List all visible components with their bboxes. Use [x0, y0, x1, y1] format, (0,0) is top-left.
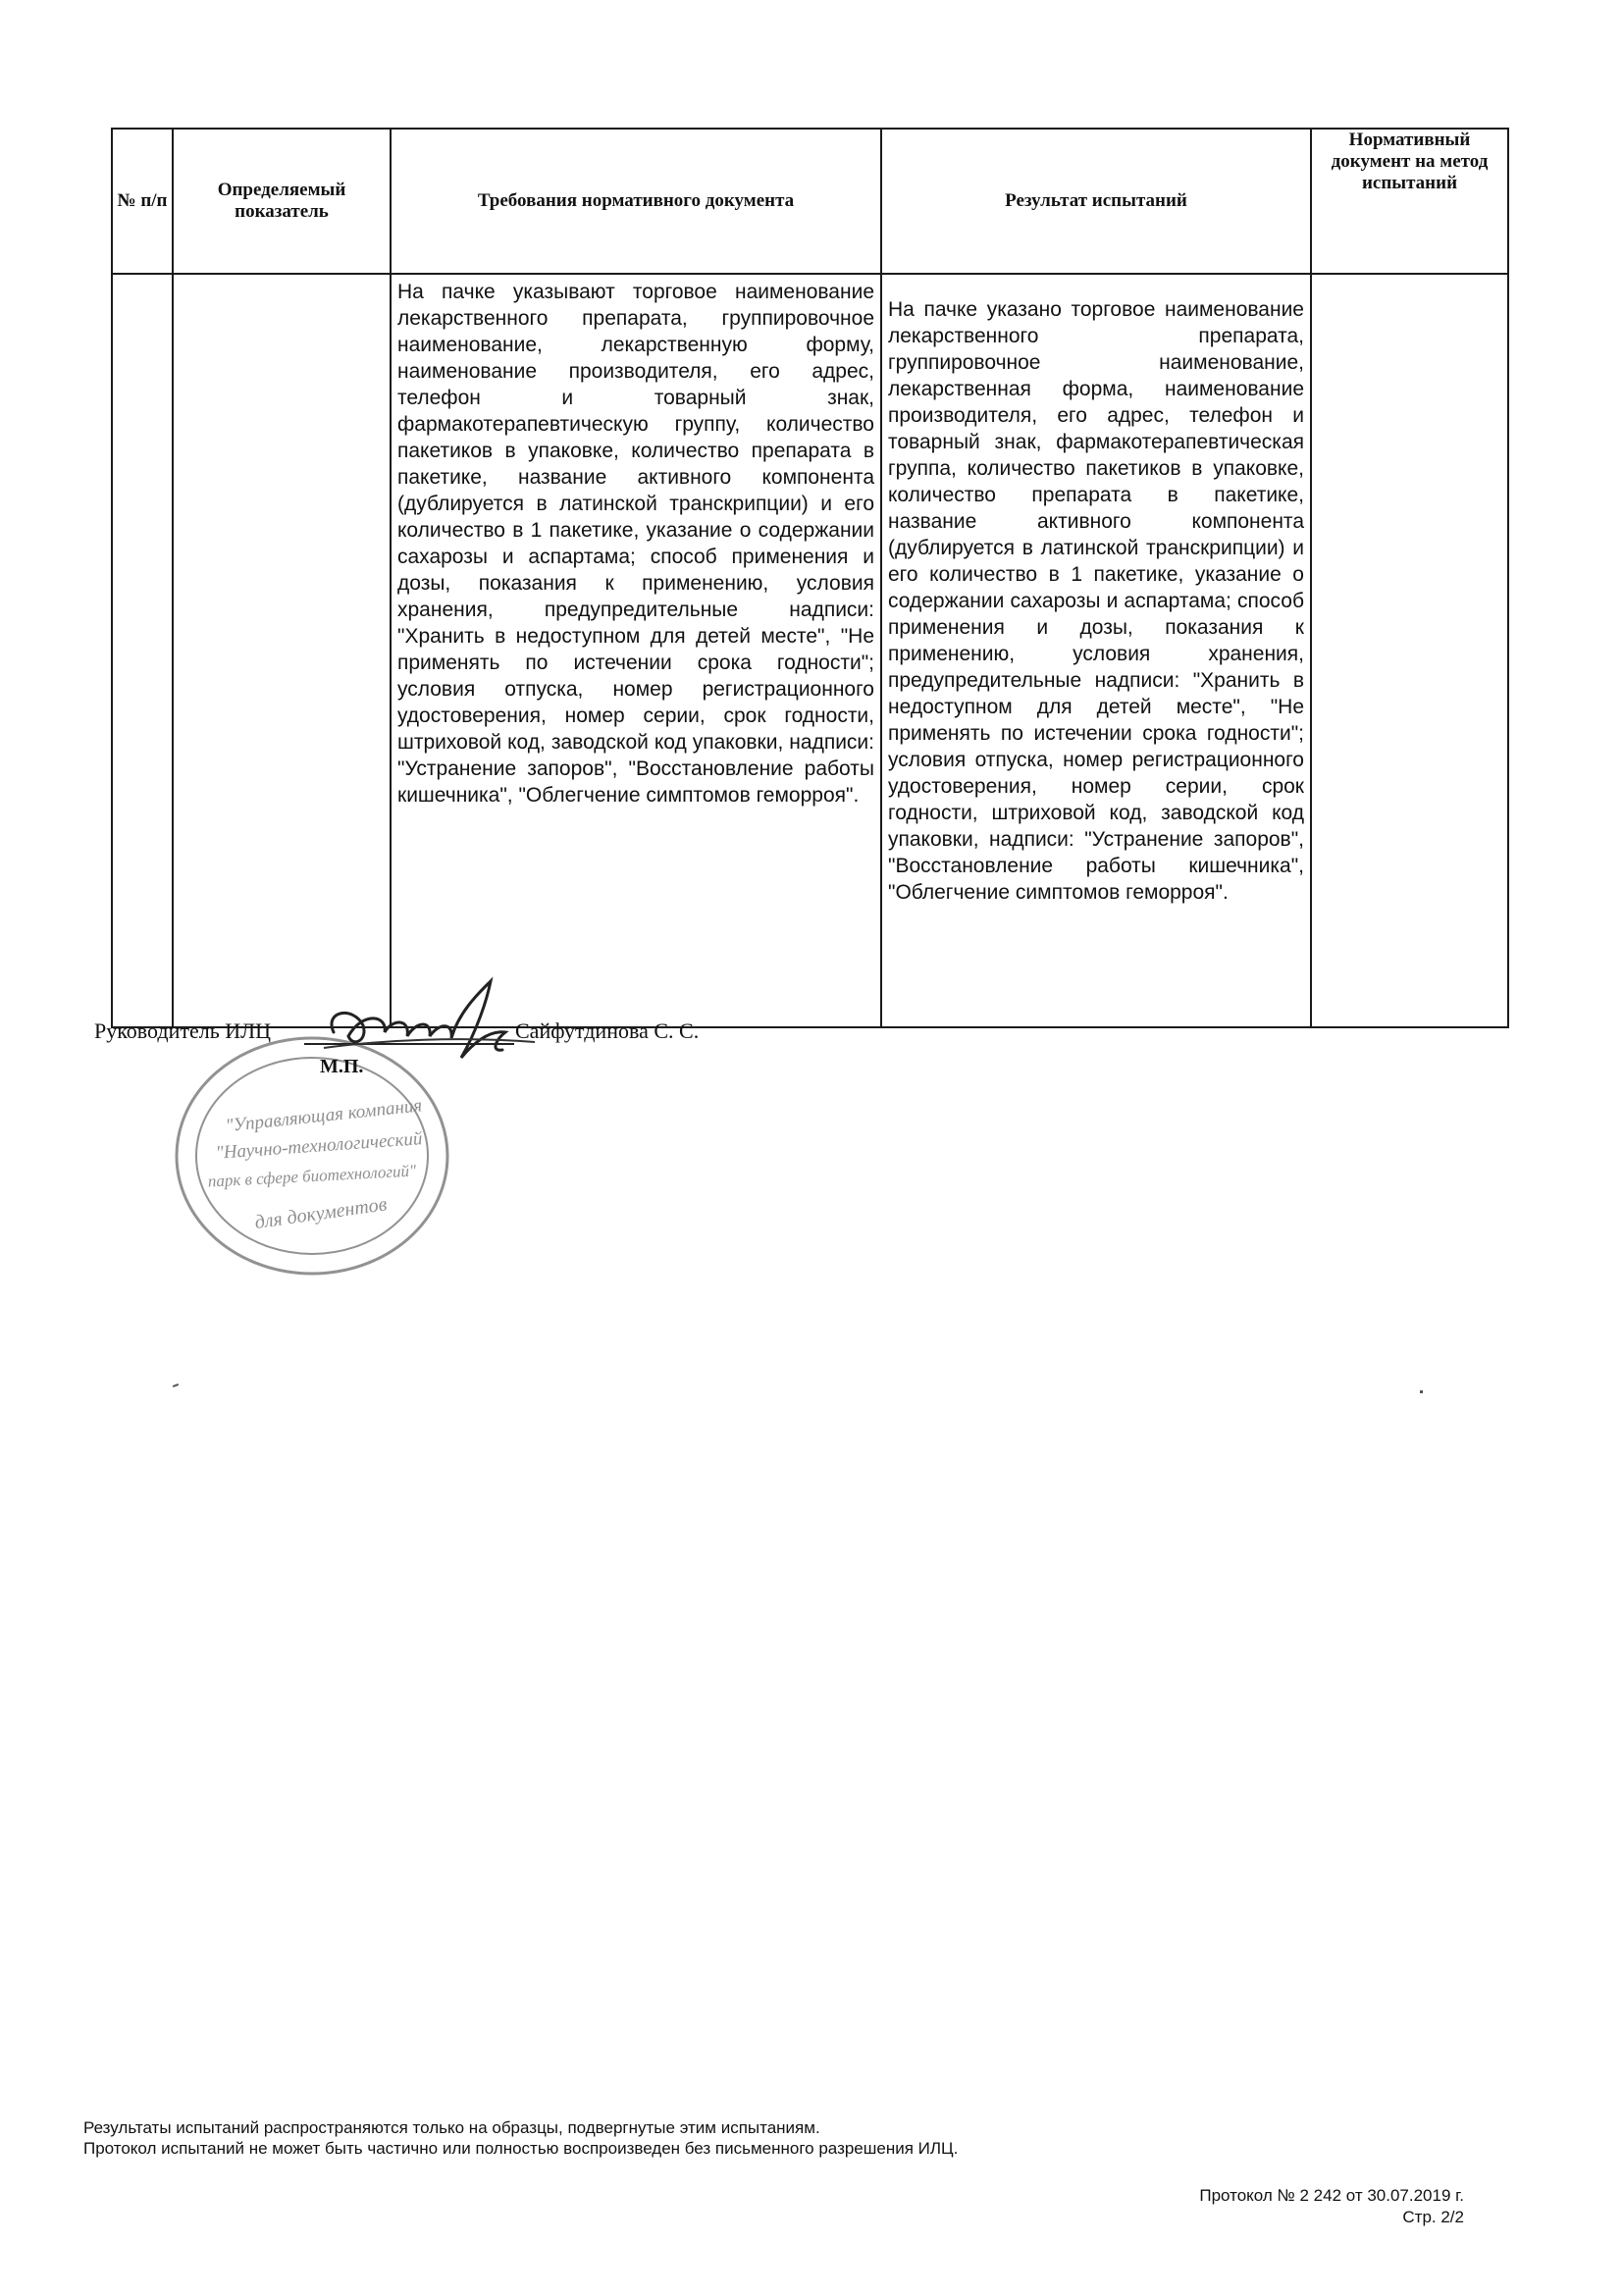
stamp-line-2: "Научно-технологический	[215, 1128, 424, 1164]
cell-requirements	[391, 274, 881, 1027]
footer-disclaimer	[83, 2117, 958, 2159]
footer-protocol	[1199, 2185, 1464, 2228]
requirements-text: На пачке указывают торговое наименование лекарственного препарата, группировочное наименование, лекарственную форму, наименование производителя, его адрес, телефон и товарный знак, фармакотерапевтическую группу, количество пакетиков в упаковке, количество препарата в пакетике, название активного компонента (дублируется в латинской транскрипции) и его количество в 1 пакетике, указание о содержании сахарозы и аспартама; способ применения и дозы, показания к применению, условия хранения, предупредительные надписи: "Хранить в недоступном для детей месте", "Не применять по истечении срока годности"; условия отпуска, номер регистрационного удостоверения, номер серии, срок годности, штриховой код, заводской код упаковки, надписи: "Устранение запоров", "Восстановление работы кишечника", "Облегчение симптомов геморроя".	[397, 281, 874, 807]
header-requirements: Требования нормативного документа	[391, 129, 881, 274]
scan-speck	[173, 1383, 179, 1387]
protocol-number: Протокол № 2 242 от 30.07.2019 г.	[1199, 2186, 1464, 2205]
stamp-line-4: для документов	[253, 1193, 389, 1234]
disclaimer-line-2: Протокол испытаний не может быть частично или полностью воспроизведен без письменного разрешения ИЛЦ.	[83, 2139, 959, 2158]
cell-result	[881, 274, 1311, 1027]
header-method: Нормативный документ на метод испытаний	[1311, 129, 1508, 274]
stamp-line-1: "Управляющая компания	[224, 1095, 424, 1137]
result-text: На пачке указано торговое наименование лекарственного препарата, группировочное наименование, лекарственная форма, наименование производителя, его адрес, телефон и товарный знак, фармакотерапевтическая группа, количество пакетиков в упаковке, количество препарата в пакетике, название активного компонента (дублируется в латинской транскрипции) и его количество в 1 пакетике, указание о содержании сахарозы и аспартама; способ применения и дозы, показания к применению, условия хранения, предупредительные надписи: "Хранить в недоступном для детей месте", "Не применять по истечении срока годности"; условия отпуска, номер регистрационного удостоверения, номер серии, срок годности, штриховой код, заводской код упаковки, надписи: "Устранение запоров", "Восстановление работы кишечника", "Облегчение симптомов геморроя".	[888, 298, 1304, 904]
signatory-role: Руководитель ИЛЦ	[94, 1018, 271, 1043]
table-header-row	[112, 129, 1508, 274]
scan-speck	[1420, 1390, 1423, 1393]
header-result: Результат испытаний	[881, 129, 1311, 274]
stamp-line-3: парк в сфере биотехнологий"	[207, 1161, 417, 1191]
header-num: № п/п	[112, 129, 173, 274]
cell-num	[112, 274, 173, 1027]
results-table	[111, 128, 1509, 1028]
disclaimer-line-1: Результаты испытаний распространяются только на образцы, подвергнутые этим испытаниям.	[83, 2118, 820, 2137]
signatory-name: Сайфутдинова С. С.	[515, 1018, 700, 1043]
page-number: Стр. 2/2	[1402, 2208, 1464, 2226]
cell-indicator	[173, 274, 391, 1027]
cell-method	[1311, 274, 1508, 1027]
seal-place-label: М.П.	[320, 1056, 364, 1077]
table-row	[112, 274, 1508, 1027]
header-indicator: Определяемый показатель	[173, 129, 391, 274]
